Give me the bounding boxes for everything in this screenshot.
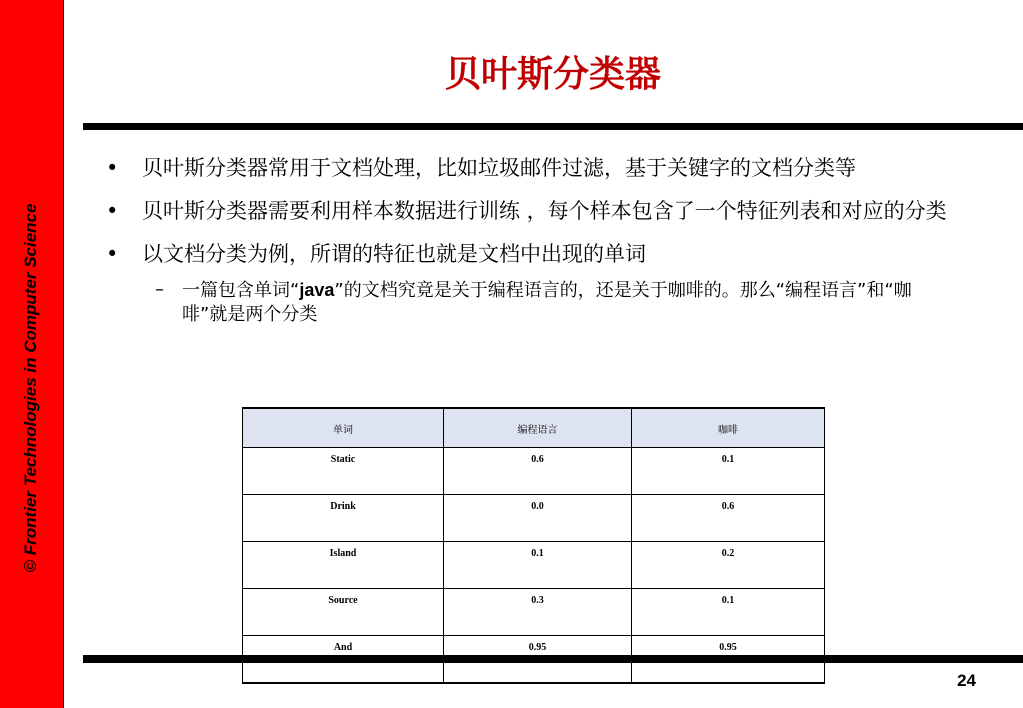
- cell-word: And: [243, 636, 444, 684]
- table-header-row: [243, 408, 825, 448]
- bullet-text: 贝叶斯分类器常用于文档处理，比如垃圾邮件过滤，基于关键字的文档分类等: [142, 156, 856, 180]
- cell-programming: 0.6: [444, 448, 632, 495]
- slide-title: 贝叶斯分类器: [444, 54, 661, 95]
- sub-bullet-dash: –: [155, 279, 164, 300]
- table-row: [243, 495, 825, 542]
- cell-programming: 0.0: [444, 495, 632, 542]
- header-programming: 编程语言: [444, 408, 632, 448]
- cell-programming: 0.95: [444, 636, 632, 684]
- header-word: 单词: [243, 408, 444, 448]
- bullet-list: [100, 154, 950, 327]
- bullet-item: [100, 154, 950, 183]
- bullet-item: [100, 197, 950, 226]
- cell-coffee: 0.1: [632, 448, 825, 495]
- bullet-dot: •: [106, 199, 119, 223]
- sidebar-label: © Frontier Technologies in Computer Science: [21, 203, 40, 573]
- header-coffee: 咖啡: [632, 408, 825, 448]
- footer-rule: [83, 655, 1023, 663]
- cell-coffee: 0.95: [632, 636, 825, 684]
- word-probability-table: [242, 407, 825, 684]
- bullet-text: 贝叶斯分类器需要利用样本数据进行训练 ，每个样本包含了一个特征列表和对应的分类: [142, 199, 947, 223]
- bullet-dot: •: [106, 242, 119, 266]
- sub-bullet-keyword: java: [299, 280, 335, 300]
- cell-word: Static: [243, 448, 444, 495]
- sub-bullet-text-2: ”的文档究竟是关于编程语言的，还是关于咖啡的。那么“编程语言”和“咖啡”就是两个分类: [182, 280, 912, 325]
- cell-word: Island: [243, 542, 444, 589]
- sidebar-bar: [0, 0, 63, 708]
- bullet-text: 以文档分类为例，所谓的特征也就是文档中出现的单词: [142, 242, 646, 266]
- sub-bullet-item: [100, 278, 950, 327]
- page-number: 24: [957, 671, 976, 690]
- sub-bullet-text-1: 一篇包含单词“: [182, 280, 300, 301]
- cell-programming: 0.1: [444, 542, 632, 589]
- cell-word: Drink: [243, 495, 444, 542]
- title-rule: [83, 123, 1023, 130]
- bullet-item: [100, 240, 950, 269]
- sidebar-divider: [63, 0, 64, 708]
- bullet-dot: •: [106, 156, 119, 180]
- cell-word: Source: [243, 589, 444, 636]
- table-row: [243, 589, 825, 636]
- table-row: [243, 542, 825, 589]
- table-row: [243, 448, 825, 495]
- cell-programming: 0.3: [444, 589, 632, 636]
- cell-coffee: 0.6: [632, 495, 825, 542]
- cell-coffee: 0.1: [632, 589, 825, 636]
- cell-coffee: 0.2: [632, 542, 825, 589]
